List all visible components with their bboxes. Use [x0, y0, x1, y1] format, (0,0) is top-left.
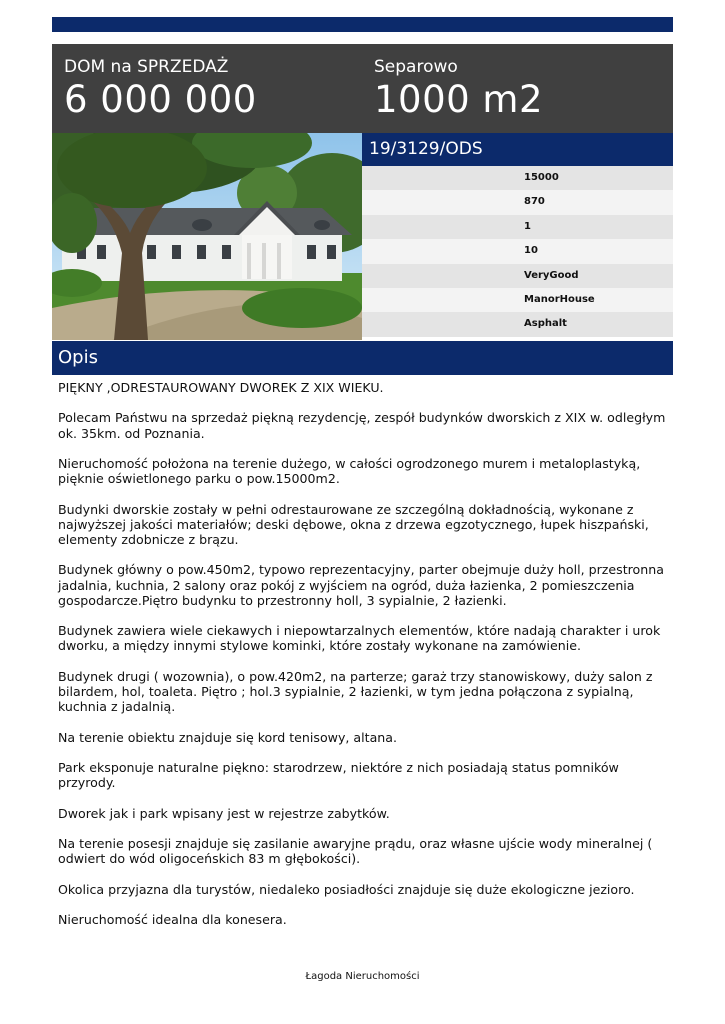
spec-row: 10: [362, 239, 673, 263]
listing-price: 6 000 000: [64, 78, 257, 121]
spec-table: [362, 166, 673, 337]
spec-row: 1: [362, 215, 673, 239]
description-paragraph: Okolica przyjazna dla turystów, niedaleko posiadłości znajduje się duże ekologiczne jezioro.: [58, 881, 635, 897]
spec-row: VeryGood: [362, 264, 673, 288]
manor-house-image: [52, 133, 362, 340]
listing-area: 1000 m2: [374, 78, 544, 121]
description-paragraph: Dworek jak i park wpisany jest w rejestrze zabytków.: [58, 805, 390, 821]
description-paragraph: Nieruchomość położona na terenie dużego, w całości ogrodzonego murem i metaloplastyką, pięknie oświetlonego parku o pow.15000m2.: [58, 455, 641, 487]
description-paragraph: Budynek drugi ( wozownia), o pow.420m2, na parterze; garaż trzy stanowiskowy, duży salon z bilardem, hol, toaleta. Piętro ; hol.3 sypialnie, 2 łazienki, w tym jedna połączona z sypialną, kuchnia z jadalnią.: [58, 668, 653, 715]
header-left: [64, 56, 257, 122]
property-photo: [52, 133, 362, 340]
spec-row: ManorHouse: [362, 288, 673, 312]
reference-number: 19/3129/ODS: [362, 133, 673, 166]
description-paragraph: Na terenie posesji znajduje się zasilanie awaryjne prądu, oraz własne ujście wody mineralnej ( odwiert do wód oligoceńskich 83 m głębokości).: [58, 835, 653, 867]
description-paragraph: Nieruchomość idealna dla konesera.: [58, 911, 287, 927]
description-paragraph: Polecam Państwu na sprzedaż piękną rezydencję, zespół budynków dworskich z XIX w. odległym ok. 35km. od Poznania.: [58, 410, 666, 441]
description-paragraph: Park eksponuje naturalne piękno: starodrzew, niektóre z nich posiadają status pomników przyrody.: [58, 759, 619, 791]
description-paragraph: Budynek zawiera wiele ciekawych i niepowtarzalnych elementów, które nadają charakter i urok dworku, a między innymi stylowe kominki, które zostały wykonane na zamówienie.: [58, 623, 661, 654]
description-text: [58, 380, 670, 942]
spec-row: 870: [362, 190, 673, 214]
top-accent-bar: [52, 17, 673, 32]
spec-row: Asphalt: [362, 312, 673, 336]
description-paragraph: Budynki dworskie zostały w pełni odrestaurowane ze szczególną dokładnością, wykonane z najwyższej jakości materiałów; deski dębowe, okna z drzewa egzotycznego, łupek hiszpański, elementy zdobnicze z brązu.: [58, 501, 649, 547]
listing-title: DOM na SPRZEDAŻ: [64, 57, 229, 77]
section-title-description: Opis: [52, 341, 673, 375]
footer-company: Łagoda Nieruchomości: [305, 971, 420, 982]
description-paragraph: Budynek główny o pow.450m2, typowo reprezentacyjny, parter obejmuje duży holl, przestronna jadalnia, kuchnia, 2 salony oraz pokój z wyjściem na ogród, duża łazienka, 2 pomieszczenia gospodarcze.Piętro budynku to przestronny holl, 3 sypialnie, 2 łazienki.: [58, 562, 664, 608]
description-paragraph: PIĘKNY ,ODRESTAUROWANY DWOREK Z XIX WIEKU.: [58, 380, 384, 395]
price-header: [52, 44, 673, 133]
description-paragraph: Na terenie obiektu znajduje się kord tenisowy, altana.: [58, 729, 397, 745]
header-right: [374, 56, 543, 122]
spec-row: 15000: [362, 166, 673, 190]
location-label: Separowo: [374, 57, 458, 77]
